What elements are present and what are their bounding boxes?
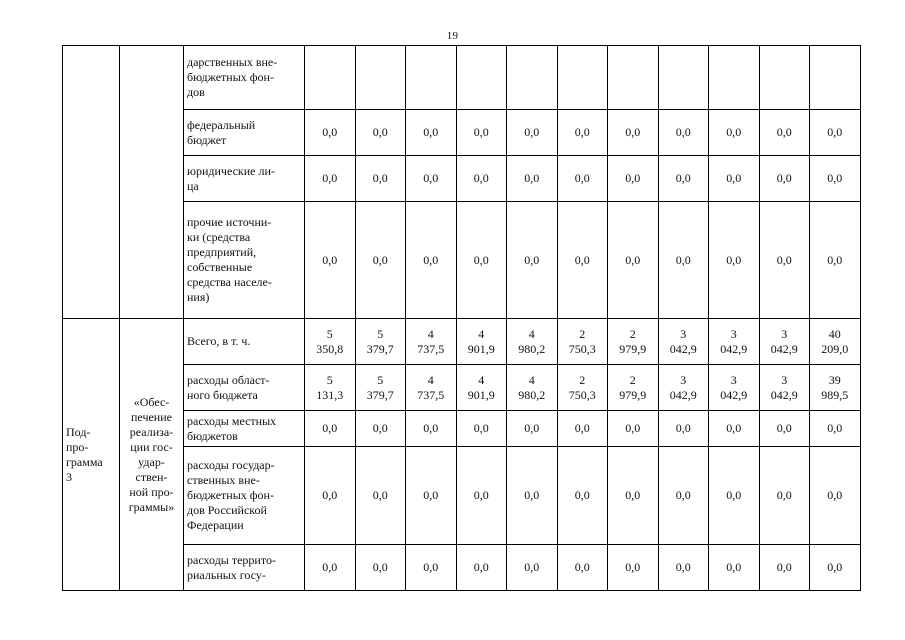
- empty-program-cell: [120, 46, 184, 319]
- value-cell: 0,0: [456, 156, 507, 202]
- empty-value-cell: [355, 46, 406, 110]
- value-cell: 0,0: [709, 110, 760, 156]
- value-cell: 4 737,5: [406, 319, 457, 365]
- value-cell: 2 979,9: [608, 365, 659, 411]
- empty-group-cell: [63, 46, 120, 319]
- value-cell: 0,0: [355, 156, 406, 202]
- value-cell: 0,0: [507, 110, 558, 156]
- value-cell: 0,0: [406, 545, 457, 591]
- value-cell: 0,0: [507, 156, 558, 202]
- value-cell: 0,0: [810, 447, 861, 545]
- funding-source-label: расходы област- ного бюджета: [184, 365, 305, 411]
- value-cell: 2 979,9: [608, 319, 659, 365]
- value-cell: 0,0: [406, 156, 457, 202]
- value-cell: 0,0: [406, 110, 457, 156]
- table-row: [63, 319, 861, 365]
- value-cell: 0,0: [507, 411, 558, 447]
- funding-source-label: юридические ли- ца: [184, 156, 305, 202]
- value-cell: 0,0: [355, 202, 406, 319]
- value-cell: 4 980,2: [507, 319, 558, 365]
- value-cell: 0,0: [355, 545, 406, 591]
- value-cell: 3 042,9: [658, 365, 709, 411]
- value-cell: 2 750,3: [557, 365, 608, 411]
- value-cell: 0,0: [658, 411, 709, 447]
- empty-value-cell: [658, 46, 709, 110]
- value-cell: 0,0: [305, 156, 356, 202]
- program-name: «Обес- печение реализа- ции гос- удар- ствен- ной про- граммы»: [120, 319, 184, 591]
- empty-value-cell: [810, 46, 861, 110]
- value-cell: 3 042,9: [759, 319, 810, 365]
- empty-value-cell: [759, 46, 810, 110]
- value-cell: 0,0: [456, 545, 507, 591]
- funding-source-label: расходы террито- риальных госу-: [184, 545, 305, 591]
- value-cell: 0,0: [810, 411, 861, 447]
- value-cell: 0,0: [305, 447, 356, 545]
- value-cell: 5 379,7: [355, 319, 406, 365]
- value-cell: 4 737,5: [406, 365, 457, 411]
- value-cell: 39 989,5: [810, 365, 861, 411]
- value-cell: 0,0: [608, 110, 659, 156]
- empty-value-cell: [456, 46, 507, 110]
- value-cell: 0,0: [557, 411, 608, 447]
- table-row: [63, 46, 861, 110]
- value-cell: 0,0: [507, 447, 558, 545]
- value-cell: 2 750,3: [557, 319, 608, 365]
- value-cell: 0,0: [759, 202, 810, 319]
- value-cell: 0,0: [759, 545, 810, 591]
- value-cell: 5 350,8: [305, 319, 356, 365]
- value-cell: 0,0: [355, 411, 406, 447]
- value-cell: 0,0: [608, 156, 659, 202]
- value-cell: 0,0: [557, 202, 608, 319]
- subprogram-label: Под- про- грамма 3: [63, 319, 120, 591]
- value-cell: 0,0: [507, 545, 558, 591]
- value-cell: 3 042,9: [709, 319, 760, 365]
- value-cell: 0,0: [456, 110, 507, 156]
- value-cell: 0,0: [305, 110, 356, 156]
- funding-source-label: федеральный бюджет: [184, 110, 305, 156]
- value-cell: 3 042,9: [709, 365, 760, 411]
- value-cell: 0,0: [810, 202, 861, 319]
- value-cell: 0,0: [810, 110, 861, 156]
- value-cell: 0,0: [658, 156, 709, 202]
- value-cell: 5 379,7: [355, 365, 406, 411]
- value-cell: 0,0: [759, 447, 810, 545]
- budget-table: [62, 45, 861, 591]
- value-cell: 0,0: [810, 545, 861, 591]
- empty-value-cell: [406, 46, 457, 110]
- value-cell: 0,0: [456, 202, 507, 319]
- empty-value-cell: [507, 46, 558, 110]
- page-number: 19: [446, 30, 459, 42]
- value-cell: 0,0: [709, 202, 760, 319]
- value-cell: 0,0: [305, 545, 356, 591]
- value-cell: 0,0: [557, 110, 608, 156]
- value-cell: 0,0: [456, 411, 507, 447]
- value-cell: 0,0: [456, 447, 507, 545]
- value-cell: 0,0: [557, 447, 608, 545]
- value-cell: 0,0: [355, 110, 406, 156]
- value-cell: 3 042,9: [759, 365, 810, 411]
- value-cell: 0,0: [709, 545, 760, 591]
- value-cell: 0,0: [658, 545, 709, 591]
- value-cell: 0,0: [305, 202, 356, 319]
- value-cell: 0,0: [759, 110, 810, 156]
- value-cell: 0,0: [658, 110, 709, 156]
- value-cell: 4 980,2: [507, 365, 558, 411]
- funding-source-label: расходы местных бюджетов: [184, 411, 305, 447]
- value-cell: 0,0: [810, 156, 861, 202]
- funding-source-label: дарственных вне- бюджетных фон- дов: [184, 46, 305, 110]
- value-cell: 0,0: [658, 202, 709, 319]
- funding-source-label: Всего, в т. ч.: [184, 319, 305, 365]
- value-cell: 0,0: [406, 447, 457, 545]
- funding-source-label: прочие источни- ки (средства предприятий, собственные средства населе- ния): [184, 202, 305, 319]
- empty-value-cell: [608, 46, 659, 110]
- value-cell: 3 042,9: [658, 319, 709, 365]
- value-cell: 0,0: [709, 447, 760, 545]
- value-cell: 4 901,9: [456, 365, 507, 411]
- value-cell: 0,0: [355, 447, 406, 545]
- value-cell: 0,0: [406, 411, 457, 447]
- value-cell: 0,0: [608, 545, 659, 591]
- value-cell: 0,0: [709, 156, 760, 202]
- value-cell: 0,0: [305, 411, 356, 447]
- value-cell: 0,0: [608, 411, 659, 447]
- value-cell: 0,0: [759, 411, 810, 447]
- value-cell: 4 901,9: [456, 319, 507, 365]
- value-cell: 0,0: [507, 202, 558, 319]
- funding-source-label: расходы государ- ственных вне- бюджетных фон- дов Российской Федерации: [184, 447, 305, 545]
- value-cell: 0,0: [557, 156, 608, 202]
- value-cell: 0,0: [557, 545, 608, 591]
- empty-value-cell: [557, 46, 608, 110]
- value-cell: 40 209,0: [810, 319, 861, 365]
- value-cell: 0,0: [658, 447, 709, 545]
- value-cell: 0,0: [709, 411, 760, 447]
- value-cell: 0,0: [406, 202, 457, 319]
- empty-value-cell: [709, 46, 760, 110]
- value-cell: 0,0: [759, 156, 810, 202]
- value-cell: 0,0: [608, 447, 659, 545]
- value-cell: 5 131,3: [305, 365, 356, 411]
- empty-value-cell: [305, 46, 356, 110]
- value-cell: 0,0: [608, 202, 659, 319]
